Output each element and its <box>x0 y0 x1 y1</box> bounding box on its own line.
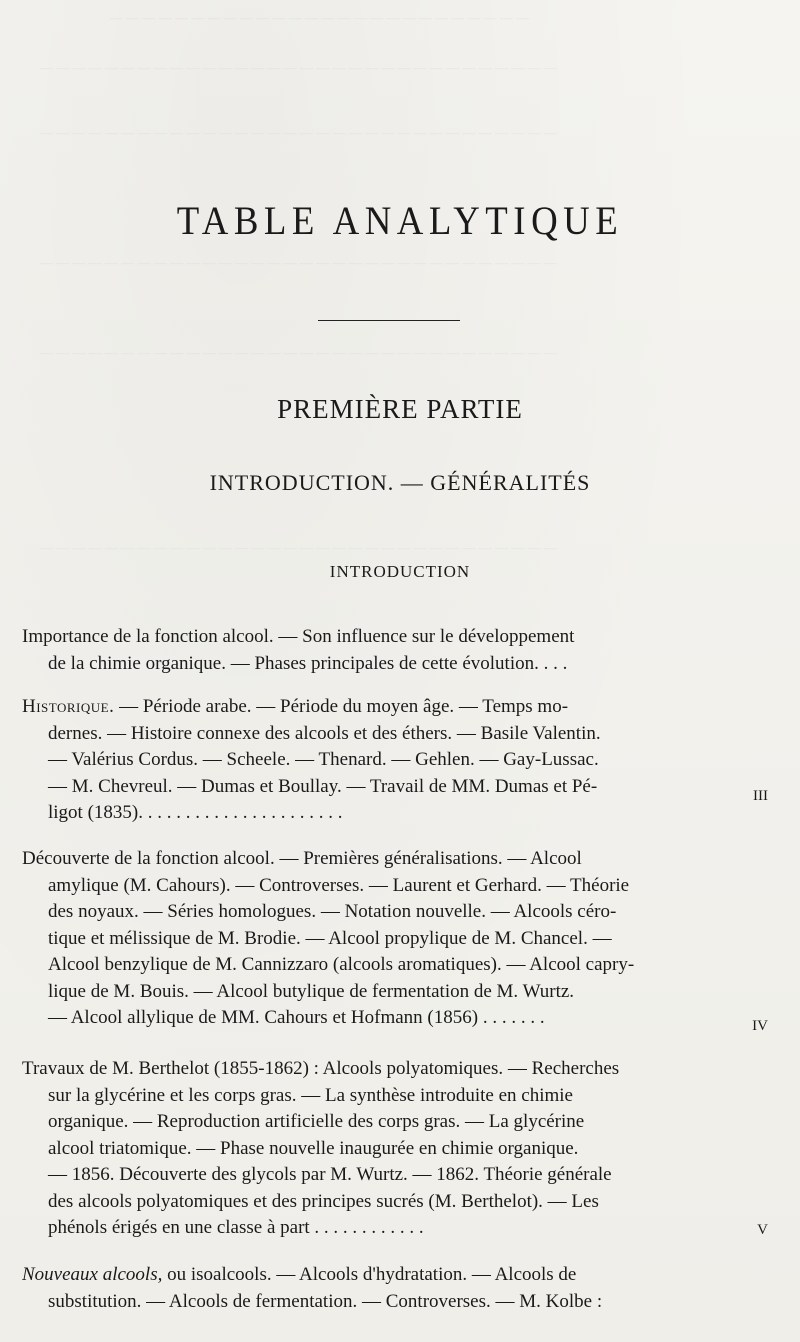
entry-lead: Historique. <box>22 696 115 717</box>
entry-line: dernes. — Histoire connexe des alcools et des éthers. — Basile Valentin. <box>48 722 601 744</box>
entry-line: — Période arabe. — Période du moyen âge. — Temps mo- <box>119 696 569 717</box>
bleed-through-text: — — — — — — — — — — — — — — — — — — — — — — — — — — <box>110 10 530 25</box>
entry-line: organique. — Reproduction artificielle des corps gras. — La glycérine <box>48 1111 585 1132</box>
entry-line: des noyaux. — Séries homologues. — Notation nouvelle. — Alcools céro- <box>48 901 617 922</box>
entry-line: Travaux de M. Berthelot (1855-1862) : Alcools polyatomiques. — Recherches <box>22 1058 620 1079</box>
entry-line: Découverte de la fonction alcool. — Premières généralisations. — Alcool <box>22 848 582 869</box>
entry-line: — Alcool allylique de MM. Cahours et Hofmann (1856) . . . . . . . <box>48 1007 545 1028</box>
entry-line: ligot (1835). . . . . . . . . . . . . . . . . . . . . . <box>48 802 343 823</box>
toc-entry <box>22 1262 730 1315</box>
bleed-through-text: — — — — — — — — — — — — — — — — — — — — — — — — — — — — — — — — <box>40 60 557 75</box>
part-subheading: INTRODUCTION. — GÉNÉRALITÉS <box>209 470 591 495</box>
entry-line: lique de M. Bouis. — Alcool butylique de fermentation de M. Wurtz. <box>48 980 575 1002</box>
entry-line: substitution. — Alcools de fermentation. — Controverses. — M. Kolbe : <box>48 1290 603 1312</box>
entry-line: — M. Chevreul. — Dumas et Boullay. — Travail de MM. Dumas et Pé- <box>48 775 598 797</box>
toc-entry <box>22 694 730 827</box>
page-number: V <box>757 1222 768 1238</box>
entry-line: ou isoalcools. — Alcools d'hydratation. — Alcools de <box>167 1264 577 1285</box>
bleed-through-text: — — — — — — — — — — — — — — — — — — — — — — — — — — — — — — — — <box>40 255 557 270</box>
entry-line: amylique (M. Cahours). — Controverses. — Laurent et Gerhard. — Théorie <box>48 874 630 896</box>
page-number: III <box>753 788 768 804</box>
entry-line: — Valérius Cordus. — Scheele. — Thenard. — Gehlen. — Gay-Lussac. <box>48 749 599 770</box>
entry-line: — 1856. Découverte des glycols par M. Wurtz. — 1862. Théorie générale <box>48 1164 612 1185</box>
bleed-through-text: — — — — — — — — — — — — — — — — — — — — — — — — — — — — — — — — <box>40 540 557 555</box>
entry-line: de la chimie organique. — Phases principales de cette évolution. . . . <box>48 652 568 674</box>
bleed-through-text: — — — — — — — — — — — — — — — — — — — — — — — — — — — — — — — — <box>40 345 557 360</box>
entry-line: Alcool benzylique de M. Cannizzaro (alcools aromatiques). — Alcool capry- <box>48 954 635 975</box>
bleed-through-text: — — — — — — — — — — — — — — — — — — — — — — — — — — — — — — — — <box>40 125 557 140</box>
page-number: IV <box>752 1018 768 1034</box>
entry-lead: Nouveaux alcools, <box>22 1264 163 1285</box>
toc-entry <box>22 1056 730 1242</box>
entry-line: phénols érigés en une classe à part . . . . . . . . . . . . <box>48 1217 424 1238</box>
part-heading: PREMIÈRE PARTIE <box>277 394 523 424</box>
entry-line: Importance de la fonction alcool. — Son influence sur le développement <box>22 626 575 647</box>
toc-entry <box>22 624 730 677</box>
entry-line: sur la glycérine et les corps gras. — La synthèse introduite en chimie <box>48 1084 573 1106</box>
entry-line: tique et mélissique de M. Brodie. — Alcool propylique de M. Chancel. — <box>48 927 612 949</box>
section-heading: INTRODUCTION <box>329 562 471 581</box>
page-title: TABLE ANALYTIQUE <box>176 198 624 243</box>
entry-line: des alcools polyatomiques et des principes sucrés (M. Berthelot). — Les <box>48 1190 599 1212</box>
toc-entry <box>22 846 730 1032</box>
title-divider <box>318 320 460 321</box>
entry-line: alcool triatomique. — Phase nouvelle inaugurée en chimie organique. <box>48 1137 579 1159</box>
